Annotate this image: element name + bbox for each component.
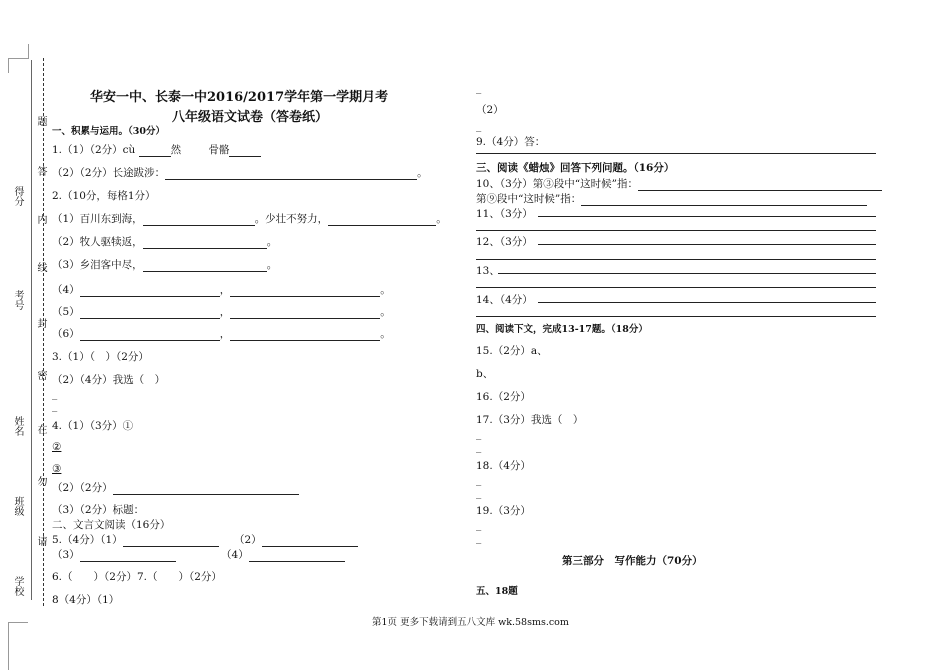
answer-blank[interactable] [230, 307, 380, 319]
section-3-heading: 三、阅读《蜡烛》回答下列问题。（16分） [476, 162, 675, 174]
answer-line[interactable] [476, 287, 876, 288]
q5-label: 5.（4分）（1） [52, 534, 123, 546]
q8: 8（4分）（1） [52, 594, 120, 606]
seal-char: 在 [35, 424, 46, 434]
q2-6-label: （6） [52, 328, 80, 340]
answer-blank[interactable] [328, 214, 436, 226]
binding-label-number: 考号 [12, 290, 23, 310]
answer-blank[interactable] [165, 168, 417, 180]
part-3-heading: 第三部分 写作能力（70分） [562, 555, 703, 567]
seal-char: 线 [35, 262, 46, 272]
punct: ， [219, 328, 231, 340]
section-2-heading: 二、文言文阅读（16分） [52, 519, 171, 531]
answer-line[interactable] [476, 259, 876, 260]
answer-blank[interactable] [262, 535, 358, 547]
q16: 16.（2分） [476, 391, 531, 403]
q17: 17.（3分）我选（ ） [476, 414, 584, 426]
punct: 。 [380, 328, 391, 340]
binding-label-name: 姓名 [12, 416, 23, 436]
answer-blank[interactable] [113, 483, 299, 495]
q15-b: b、 [476, 368, 494, 380]
punct: 。 [266, 259, 278, 271]
seal-char: 请 [35, 536, 46, 546]
binding-dashed-line [43, 58, 44, 606]
q2-6 [52, 326, 391, 341]
binding-label-class: 班级 [12, 496, 23, 516]
answer-line[interactable] [538, 216, 876, 217]
q9: 9.（4分）答： [476, 136, 546, 148]
section-5-heading: 五、18题 [476, 586, 518, 597]
right-dash: _ [476, 532, 482, 544]
answer-line[interactable] [476, 153, 876, 154]
q4-3: （3）（2分）标题： [52, 504, 145, 516]
answer-blank[interactable] [80, 550, 176, 562]
q4-circle-2: ② [52, 441, 62, 453]
right-dash: _ [476, 428, 482, 440]
q15: 15.（2分）a、 [476, 345, 548, 357]
section-4-heading: 四、阅读下文，完成13-17题。（18分） [476, 324, 648, 335]
answer-blank[interactable] [80, 285, 220, 297]
answer-line[interactable] [476, 230, 876, 231]
answer-blank[interactable] [638, 179, 882, 191]
q19: 19.（3分） [476, 505, 531, 517]
answer-line[interactable] [538, 244, 876, 245]
right-dash: _ [476, 82, 482, 94]
answer-blank[interactable] [229, 145, 261, 157]
answer-blank[interactable] [80, 329, 220, 341]
seal-char: 答 [35, 166, 46, 176]
q4-1: 4.（1）（3分）① [52, 420, 134, 432]
crop-mark-top [28, 44, 29, 58]
q1-1 [52, 142, 261, 157]
q2-2 [52, 234, 277, 249]
binding-label-score: 得分 [12, 186, 23, 206]
q4-2 [52, 480, 299, 495]
q10-b [476, 191, 867, 206]
crop-mark-bottom [8, 622, 28, 623]
answer-blank[interactable] [143, 214, 255, 226]
q4-circle-3: ③ [52, 463, 62, 475]
q1-2 [52, 165, 428, 180]
seal-char: 密 [35, 370, 46, 380]
seal-char: 勿 [35, 476, 46, 486]
seal-char: 封 [35, 318, 46, 328]
section-1-heading: 一、积累与运用。（30分） [52, 126, 165, 137]
q10-b-label: 第⑨段中“这时候”指： [476, 193, 582, 205]
crop-mark-top-left [8, 58, 29, 73]
q2-5-label: （5） [52, 306, 80, 318]
right-dash: _ [476, 441, 482, 453]
answer-blank[interactable] [123, 535, 219, 547]
q5-4-label: （4） [221, 549, 249, 561]
q1-2-label: （2）（2分）长途跋涉： [52, 167, 166, 179]
answer-line[interactable] [498, 273, 876, 274]
q3-1: 3.（1）（ ）（2分） [52, 351, 149, 363]
answer-blank[interactable] [230, 285, 380, 297]
q5-row1 [52, 532, 358, 547]
q2-1-label: （1）百川东到海， [52, 213, 143, 225]
punct: ， [219, 306, 231, 318]
answer-blank[interactable] [139, 145, 171, 157]
q2-4 [52, 282, 391, 297]
q12: 12、（3分） [476, 236, 533, 248]
punct: 。 [417, 167, 428, 179]
q10 [476, 176, 882, 191]
q2-4-label: （4） [52, 284, 80, 296]
q8-2: （2） [476, 104, 504, 116]
binding-solid-line [31, 60, 32, 600]
punct: 。 [380, 284, 391, 296]
q2-heading: 2.（10分，每格1分） [52, 190, 156, 202]
answer-line[interactable] [538, 302, 876, 303]
q11: 11、（3分） [476, 208, 533, 220]
seal-char: 题 [35, 116, 46, 126]
right-dash: _ [476, 120, 482, 132]
q6-q7: 6.（ ）（2分）7.（ ）（2分） [52, 571, 222, 583]
q2-1-mid: 。少壮不努力， [254, 213, 329, 225]
binding-label-school: 学校 [12, 576, 23, 596]
right-dash: _ [476, 487, 482, 499]
answer-blank[interactable] [249, 550, 345, 562]
punct: ， [219, 284, 231, 296]
seal-char: 内 [35, 214, 46, 224]
answer-line[interactable] [476, 316, 876, 317]
answer-blank[interactable] [80, 307, 220, 319]
q3-answer-dash: _ [52, 388, 58, 400]
q14: 14、（4分） [476, 294, 533, 306]
q10-label: 10、（3分）第③段中“这时候”指： [476, 178, 639, 190]
answer-blank[interactable] [143, 237, 267, 249]
exam-title: 华安一中、长泰一中2016/2017学年第一学期月考 [90, 90, 389, 105]
punct: 。 [380, 306, 391, 318]
q2-3 [52, 257, 277, 272]
answer-blank[interactable] [230, 329, 380, 341]
page-footer: 第1页 更多下载请到五八文库 wk.58sms.com [372, 617, 569, 628]
right-dash: _ [476, 519, 482, 531]
crop-mark-bottom-left [8, 622, 29, 670]
exam-subtitle: 八年级语文试卷（答卷纸） [172, 110, 329, 125]
q2-1 [52, 211, 447, 226]
q5-2-label: （2） [233, 534, 262, 546]
q2-3-label: （3）乡泪客中尽， [52, 259, 143, 271]
q1-1-word: 骨骼 [208, 144, 230, 156]
q18: 18.（4分） [476, 460, 531, 472]
q5-3-label: （3） [52, 549, 80, 561]
q2-2-label: （2）牧人驱犊返， [52, 236, 143, 248]
q3-2: （2）（4分）我选（ ） [52, 374, 166, 386]
q1-1-label: 1.（1）（2分）cù [52, 144, 136, 156]
answer-blank[interactable] [143, 260, 267, 272]
q1-1-mid: 然 [170, 144, 182, 156]
q3-answer-dash: _ [52, 400, 58, 412]
q4-2-label: （2）（2分） [52, 482, 113, 494]
answer-blank[interactable] [581, 194, 867, 206]
q13: 13、 [476, 265, 500, 277]
punct: 。 [266, 236, 278, 248]
punct: 。 [436, 213, 447, 225]
q5-row2 [52, 547, 345, 562]
right-dash: _ [476, 474, 482, 486]
q2-5 [52, 304, 391, 319]
